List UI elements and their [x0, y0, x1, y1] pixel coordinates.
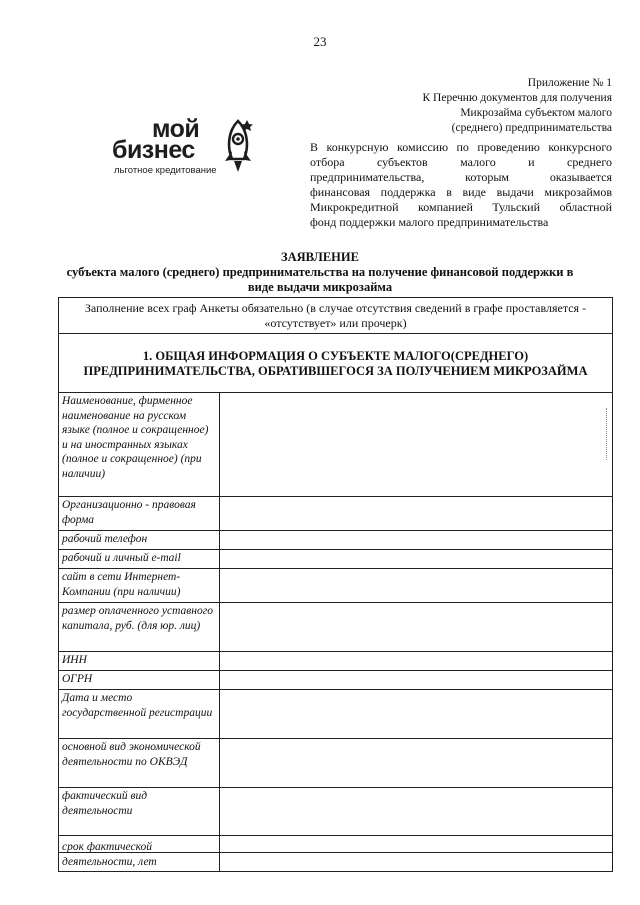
appendix-line: К Перечню документов для получения — [422, 92, 612, 104]
form-instruction — [58, 301, 613, 331]
field-label: Организационно - правовая форма — [59, 497, 220, 531]
document-title — [0, 250, 640, 295]
field-label: Наименование, фирменное наименование на русском языке (полное и сокращенное) и на иностранных языках (полное и сокращенное) (при наличии) — [59, 393, 220, 497]
logo-word-biznes: бизнес — [112, 136, 195, 164]
field-label: сайт в сети Интернет- Компании (при наличии) — [59, 569, 220, 603]
table-row — [59, 690, 613, 739]
field-label: Дата и место государственной регистрации — [59, 690, 220, 739]
appendix-line: (среднего) предпринимательства — [451, 122, 612, 134]
addressee-line: В конкурсную комиссию по проведению конкурсного — [310, 140, 612, 154]
field-value-cell[interactable] — [220, 652, 613, 671]
title-heading: ЗАЯВЛЕНИЕ — [281, 250, 359, 264]
field-value-cell[interactable] — [220, 531, 613, 550]
addressee-line: предпринимательства, которым оказывается — [310, 170, 612, 184]
table-row — [59, 603, 613, 652]
field-label: ОГРН — [59, 671, 220, 690]
company-info-table — [58, 392, 613, 872]
field-value-cell[interactable] — [220, 569, 613, 603]
field-label: ИНН — [59, 652, 220, 671]
appendix-note — [352, 76, 612, 136]
table-row — [59, 393, 613, 497]
section-heading-line: ПРЕДПРИНИМАТЕЛЬСТВА, ОБРАТИВШЕГОСЯ ЗА ПОЛУЧЕНИЕМ МИКРОЗАЙМА — [83, 364, 588, 378]
appendix-line: Микрозайма субъектом малого — [460, 107, 612, 119]
section-heading-line: 1. ОБЩАЯ ИНФОРМАЦИЯ О СУБЪЕКТЕ МАЛОГО(СРЕДНЕГО) — [142, 349, 529, 363]
addressee-line: Микрокредитной компанией Тульский областной — [310, 200, 612, 214]
field-value-cell[interactable] — [220, 836, 613, 872]
table-row — [59, 652, 613, 671]
table-row — [59, 836, 613, 872]
field-label: рабочий телефон — [59, 531, 220, 550]
field-value-cell[interactable] — [220, 739, 613, 788]
table-row — [59, 671, 613, 690]
appendix-line: Приложение № 1 — [527, 77, 612, 89]
logo-subtitle: льготное кредитование — [114, 165, 217, 176]
table-row — [59, 569, 613, 603]
field-label: основной вид экономической деятельности по ОКВЭД — [59, 739, 220, 788]
field-value-cell[interactable] — [220, 671, 613, 690]
table-row — [59, 739, 613, 788]
table-row — [59, 788, 613, 836]
field-value-cell[interactable] — [220, 603, 613, 652]
addressee-line: фонд поддержки малого предпринимательства — [310, 215, 549, 229]
addressee-line: финансовая поддержка в виде выдачи микрозаймов — [310, 185, 612, 199]
field-value-cell[interactable] — [220, 788, 613, 836]
table-row — [59, 531, 613, 550]
page-number: 23 — [313, 34, 327, 49]
field-value-cell[interactable] — [220, 393, 613, 497]
field-value-cell[interactable] — [220, 550, 613, 569]
instruction-line: «отсутствует» или прочерк) — [264, 316, 407, 330]
field-value-cell[interactable] — [220, 690, 613, 739]
addressee-block — [310, 140, 612, 230]
table-row — [59, 497, 613, 531]
title-subheading-cont: виде выдачи микрозайма — [247, 280, 393, 294]
title-subheading: субъекта малого (среднего) предпринимательства на получение финансовой поддержки в — [66, 265, 574, 279]
instruction-line: Заполнение всех граф Анкеты обязательно (в случае отсутствия сведений в графе проставляется - — [84, 301, 587, 315]
field-label: рабочий и личный e-mail — [59, 550, 220, 569]
table-row — [59, 550, 613, 569]
addressee-line: отбора субъектов малого и среднего — [310, 155, 612, 169]
divider — [58, 333, 613, 334]
field-label: фактический вид деятельности — [59, 788, 220, 836]
rocket-icon — [218, 117, 258, 177]
field-label: размер оплаченного уставного капитала, руб. (для юр. лиц) — [59, 603, 220, 652]
moy-biznes-logo — [108, 117, 268, 187]
logo-word-moy: мой — [152, 115, 200, 143]
field-label: срок фактической деятельности, лет — [59, 836, 220, 872]
field-value-cell[interactable] — [220, 497, 613, 531]
section-heading — [58, 349, 613, 379]
